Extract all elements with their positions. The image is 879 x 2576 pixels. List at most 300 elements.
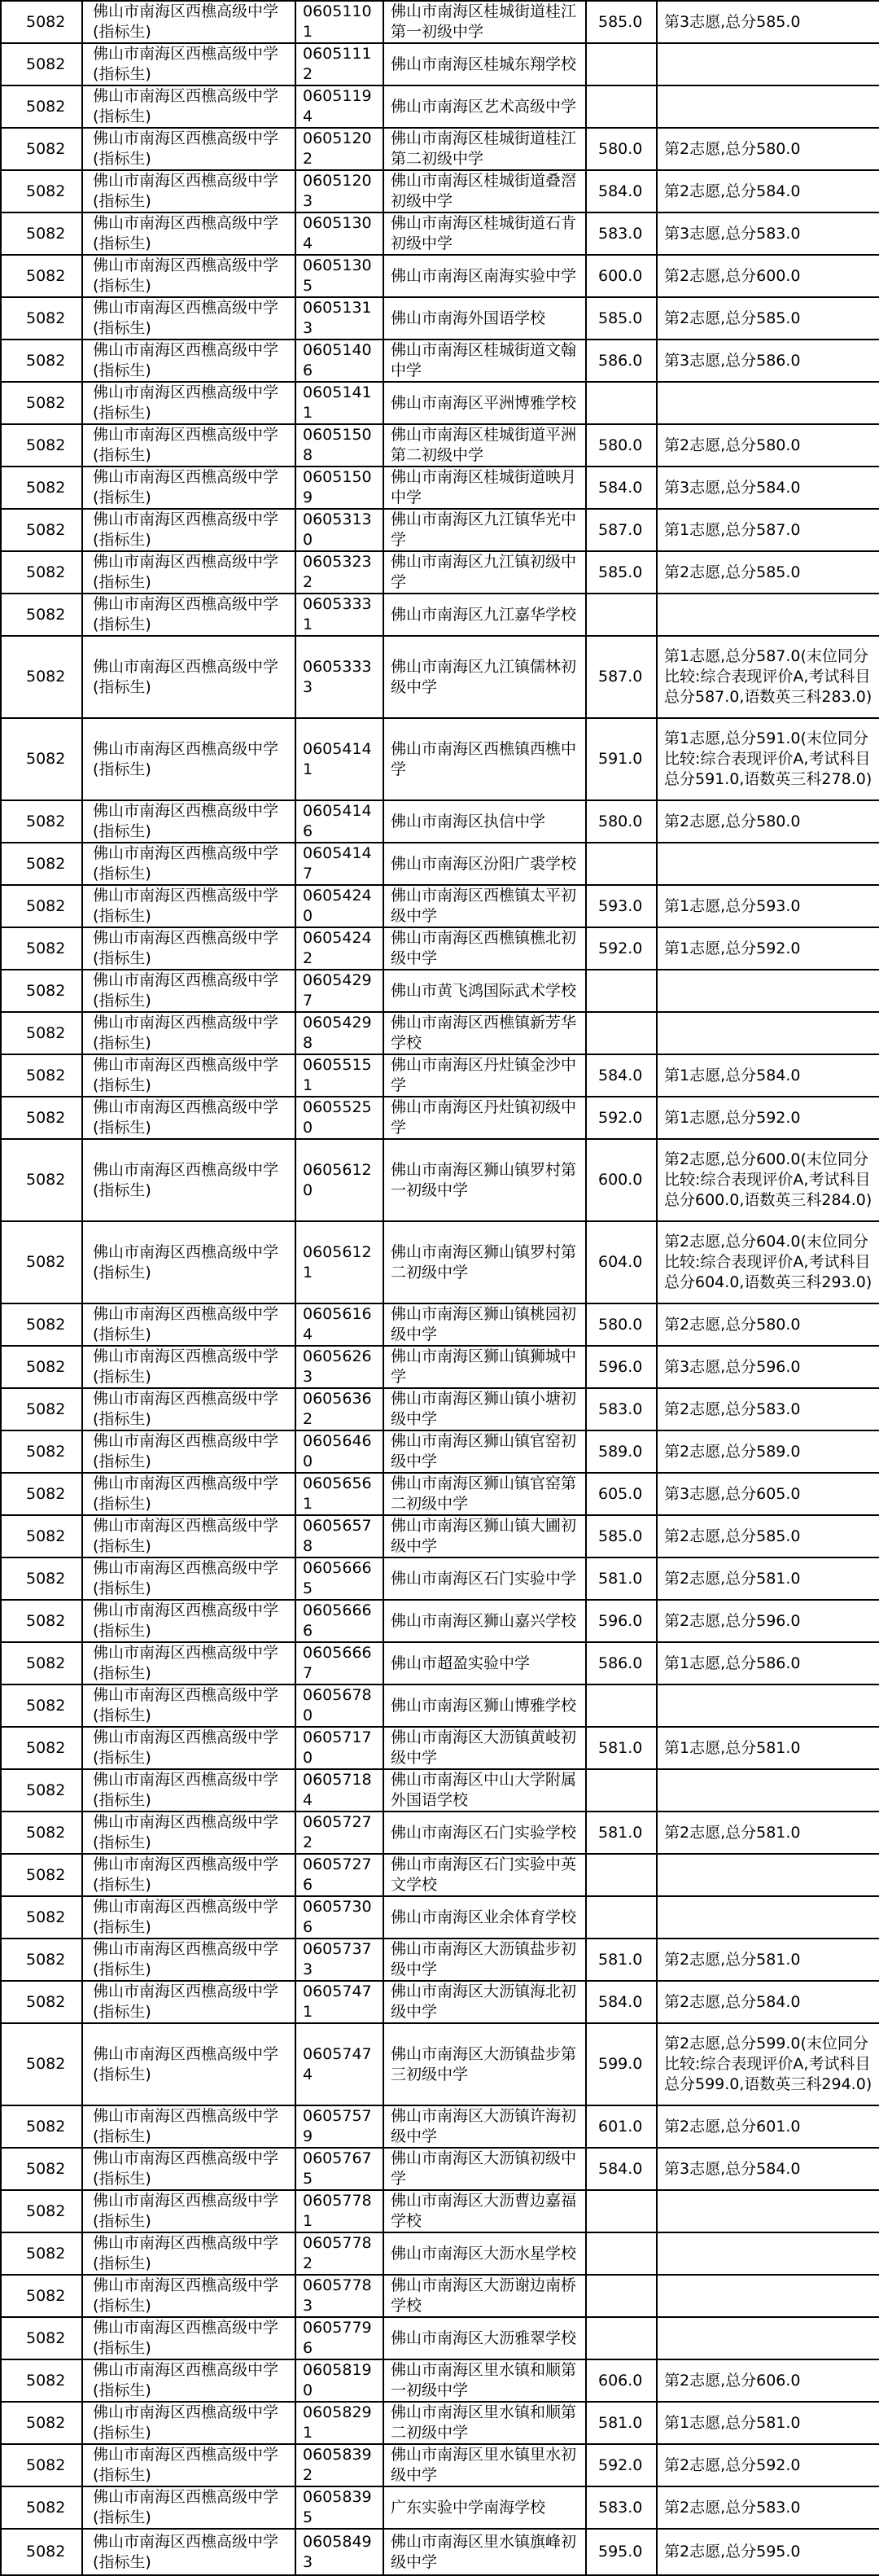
admission-note-cell: 第2志愿,总分583.0: [657, 1388, 879, 1430]
junior-school-code-cell: 06053331: [295, 594, 383, 636]
junior-school-name-cell: 佛山市黄飞鸿国际武术学校: [383, 970, 586, 1012]
junior-school-code-cell: 06057306: [295, 1896, 383, 1939]
min-score-cell: 592.0: [586, 1097, 657, 1139]
junior-school-code-cell: 06057782: [295, 2232, 383, 2275]
high-school-name-cell: 佛山市南海区西樵高级中学(指标生): [82, 212, 295, 255]
junior-school-name-cell: 佛山市南海区狮山镇官窑初级中学: [383, 1430, 586, 1473]
min-score-cell: [586, 43, 657, 85]
table-row: [1, 2275, 879, 2317]
high-school-name-cell: 佛山市南海区西樵高级中学(指标生): [82, 2190, 295, 2232]
junior-school-name-cell: 佛山市南海区石门实验学校: [383, 1812, 586, 1854]
high-school-name-cell: 佛山市南海区西樵高级中学(指标生): [82, 85, 295, 128]
junior-school-name-cell: 佛山市南海区九江嘉华学校: [383, 594, 586, 636]
junior-school-name-cell: 佛山市超盈实验中学: [383, 1642, 586, 1684]
junior-school-name-cell: 佛山市南海区丹灶镇金沙中学: [383, 1054, 586, 1097]
high-school-name-cell: 佛山市南海区西樵高级中学(指标生): [82, 1388, 295, 1430]
batch-code-cell: 5082: [1, 1430, 82, 1473]
admission-table-body: [1, 1, 879, 2575]
admission-note-cell: 第2志愿,总分600.0: [657, 255, 879, 297]
table-row: [1, 2486, 879, 2529]
table-row: [1, 970, 879, 1012]
junior-school-name-cell: 佛山市南海区西樵镇西樵中学: [383, 718, 586, 800]
batch-code-cell: 5082: [1, 1600, 82, 1642]
table-row: [1, 1012, 879, 1054]
high-school-name-cell: 佛山市南海区西樵高级中学(指标生): [82, 1097, 295, 1139]
junior-school-name-cell: 佛山市南海区大沥镇许海初级中学: [383, 2105, 586, 2148]
table-row: [1, 1896, 879, 1939]
junior-school-code-cell: 06058392: [295, 2444, 383, 2486]
table-row: [1, 718, 879, 800]
min-score-cell: [586, 2232, 657, 2275]
batch-code-cell: 5082: [1, 340, 82, 382]
table-row: [1, 594, 879, 636]
high-school-name-cell: 佛山市南海区西樵高级中学(指标生): [82, 1981, 295, 2023]
table-row: [1, 2023, 879, 2105]
batch-code-cell: 5082: [1, 1, 82, 43]
junior-school-code-cell: 06056121: [295, 1221, 383, 1303]
min-score-cell: [586, 2317, 657, 2359]
table-row: [1, 170, 879, 212]
junior-school-code-cell: 06051101: [295, 1, 383, 43]
high-school-name-cell: 佛山市南海区西樵高级中学(指标生): [82, 1139, 295, 1221]
min-score-cell: 581.0: [586, 1812, 657, 1854]
high-school-name-cell: 佛山市南海区西樵高级中学(指标生): [82, 1812, 295, 1854]
high-school-name-cell: 佛山市南海区西樵高级中学(指标生): [82, 2105, 295, 2148]
junior-school-name-cell: 佛山市南海区九江镇初级中学: [383, 551, 586, 594]
min-score-cell: 584.0: [586, 2148, 657, 2190]
junior-school-code-cell: 06051305: [295, 255, 383, 297]
min-score-cell: 596.0: [586, 1346, 657, 1388]
high-school-name-cell: 佛山市南海区西樵高级中学(指标生): [82, 1769, 295, 1812]
batch-code-cell: 5082: [1, 1097, 82, 1139]
batch-code-cell: 5082: [1, 1854, 82, 1896]
batch-code-cell: 5082: [1, 1812, 82, 1854]
batch-code-cell: 5082: [1, 1896, 82, 1939]
min-score-cell: 583.0: [586, 212, 657, 255]
min-score-cell: 581.0: [586, 1557, 657, 1600]
junior-school-name-cell: 佛山市南海区狮山镇小塘初级中学: [383, 1388, 586, 1430]
junior-school-name-cell: 佛山市南海区桂城街道石肯初级中学: [383, 212, 586, 255]
junior-school-code-cell: 06053130: [295, 509, 383, 551]
batch-code-cell: 5082: [1, 1303, 82, 1346]
min-score-cell: [586, 594, 657, 636]
admission-note-cell: 第2志愿,总分581.0: [657, 1812, 879, 1854]
high-school-name-cell: 佛山市南海区西樵高级中学(指标生): [82, 1473, 295, 1515]
table-row: [1, 1939, 879, 1981]
high-school-name-cell: 佛山市南海区西樵高级中学(指标生): [82, 382, 295, 424]
table-row: [1, 1600, 879, 1642]
high-school-name-cell: 佛山市南海区西樵高级中学(指标生): [82, 885, 295, 927]
high-school-name-cell: 佛山市南海区西樵高级中学(指标生): [82, 2402, 295, 2444]
junior-school-code-cell: 06055250: [295, 1097, 383, 1139]
admission-note-cell: 第1志愿,总分581.0: [657, 1727, 879, 1769]
junior-school-name-cell: 佛山市南海区桂城东翔学校: [383, 43, 586, 85]
min-score-cell: 587.0: [586, 636, 657, 718]
batch-code-cell: 5082: [1, 128, 82, 170]
min-score-cell: [586, 1896, 657, 1939]
table-row: [1, 1473, 879, 1515]
min-score-cell: 592.0: [586, 927, 657, 970]
admission-note-cell: [657, 970, 879, 1012]
admission-note-cell: 第2志愿,总分589.0: [657, 1430, 879, 1473]
min-score-cell: 606.0: [586, 2359, 657, 2402]
batch-code-cell: 5082: [1, 2232, 82, 2275]
junior-school-code-cell: 06055151: [295, 1054, 383, 1097]
table-row: [1, 2529, 879, 2575]
batch-code-cell: 5082: [1, 1346, 82, 1388]
batch-code-cell: 5082: [1, 1557, 82, 1600]
min-score-cell: 583.0: [586, 2486, 657, 2529]
batch-code-cell: 5082: [1, 212, 82, 255]
junior-school-name-cell: 佛山市南海区狮山博雅学校: [383, 1684, 586, 1727]
junior-school-code-cell: 06051313: [295, 297, 383, 340]
junior-school-name-cell: 佛山市南海区中山大学附属外国语学校: [383, 1769, 586, 1812]
high-school-name-cell: 佛山市南海区西樵高级中学(指标生): [82, 2444, 295, 2486]
admission-note-cell: 第2志愿,总分601.0: [657, 2105, 879, 2148]
table-row: [1, 2444, 879, 2486]
junior-school-name-cell: 广东实验中学南海学校: [383, 2486, 586, 2529]
high-school-name-cell: 佛山市南海区西樵高级中学(指标生): [82, 1, 295, 43]
junior-school-name-cell: 佛山市南海区大沥曹边嘉福学校: [383, 2190, 586, 2232]
batch-code-cell: 5082: [1, 594, 82, 636]
batch-code-cell: 5082: [1, 1684, 82, 1727]
admission-note-cell: [657, 43, 879, 85]
table-row: [1, 1515, 879, 1557]
min-score-cell: 580.0: [586, 128, 657, 170]
admission-note-cell: 第2志愿,总分581.0: [657, 1557, 879, 1600]
admission-note-cell: 第2志愿,总分584.0: [657, 1981, 879, 2023]
high-school-name-cell: 佛山市南海区西樵高级中学(指标生): [82, 800, 295, 843]
junior-school-code-cell: 06057276: [295, 1854, 383, 1896]
admission-note-cell: [657, 1684, 879, 1727]
high-school-name-cell: 佛山市南海区西樵高级中学(指标生): [82, 1684, 295, 1727]
high-school-name-cell: 佛山市南海区西樵高级中学(指标生): [82, 2148, 295, 2190]
junior-school-code-cell: 06054242: [295, 927, 383, 970]
junior-school-name-cell: 佛山市南海区里水镇和顺第一初级中学: [383, 2359, 586, 2402]
junior-school-name-cell: 佛山市南海区桂城街道桂江第一初级中学: [383, 1, 586, 43]
high-school-name-cell: 佛山市南海区西樵高级中学(指标生): [82, 2359, 295, 2402]
junior-school-name-cell: 佛山市南海区丹灶镇初级中学: [383, 1097, 586, 1139]
batch-code-cell: 5082: [1, 927, 82, 970]
table-row: [1, 2359, 879, 2402]
min-score-cell: 586.0: [586, 1642, 657, 1684]
high-school-name-cell: 佛山市南海区西樵高级中学(指标生): [82, 1896, 295, 1939]
batch-code-cell: 5082: [1, 1642, 82, 1684]
min-score-cell: 595.0: [586, 2529, 657, 2575]
junior-school-code-cell: 06056780: [295, 1684, 383, 1727]
admission-note-cell: 第2志愿,总分596.0: [657, 1600, 879, 1642]
junior-school-name-cell: 佛山市南海外国语学校: [383, 297, 586, 340]
admission-note-cell: 第1志愿,总分584.0: [657, 1054, 879, 1097]
junior-school-code-cell: 06056164: [295, 1303, 383, 1346]
table-row: [1, 1727, 879, 1769]
high-school-name-cell: 佛山市南海区西樵高级中学(指标生): [82, 128, 295, 170]
admission-note-cell: [657, 594, 879, 636]
min-score-cell: 583.0: [586, 1388, 657, 1430]
batch-code-cell: 5082: [1, 2148, 82, 2190]
junior-school-code-cell: 06056665: [295, 1557, 383, 1600]
junior-school-code-cell: 06051509: [295, 467, 383, 509]
table-row: [1, 1430, 879, 1473]
admission-note-cell: 第3志愿,总分586.0: [657, 340, 879, 382]
admission-note-cell: 第2志愿,总分580.0: [657, 424, 879, 467]
high-school-name-cell: 佛山市南海区西樵高级中学(指标生): [82, 2486, 295, 2529]
admission-note-cell: 第2志愿,总分581.0: [657, 1939, 879, 1981]
high-school-name-cell: 佛山市南海区西樵高级中学(指标生): [82, 1854, 295, 1896]
junior-school-name-cell: 佛山市南海区里水镇旗峰初级中学: [383, 2529, 586, 2575]
table-row: [1, 467, 879, 509]
junior-school-name-cell: 佛山市南海区九江镇儒林初级中学: [383, 636, 586, 718]
batch-code-cell: 5082: [1, 255, 82, 297]
admission-note-cell: [657, 2232, 879, 2275]
min-score-cell: 580.0: [586, 800, 657, 843]
junior-school-code-cell: 06057184: [295, 1769, 383, 1812]
min-score-cell: 605.0: [586, 1473, 657, 1515]
admission-note-cell: 第2志愿,总分585.0: [657, 551, 879, 594]
junior-school-code-cell: 06051194: [295, 85, 383, 128]
junior-school-name-cell: 佛山市南海区九江镇华光中学: [383, 509, 586, 551]
min-score-cell: 580.0: [586, 424, 657, 467]
admission-note-cell: [657, 843, 879, 885]
batch-code-cell: 5082: [1, 970, 82, 1012]
junior-school-code-cell: 06058395: [295, 2486, 383, 2529]
batch-code-cell: 5082: [1, 509, 82, 551]
high-school-name-cell: 佛山市南海区西樵高级中学(指标生): [82, 927, 295, 970]
junior-school-name-cell: 佛山市南海区狮山镇大圃初级中学: [383, 1515, 586, 1557]
batch-code-cell: 5082: [1, 636, 82, 718]
junior-school-name-cell: 佛山市南海区平洲博雅学校: [383, 382, 586, 424]
table-row: [1, 1139, 879, 1221]
min-score-cell: [586, 85, 657, 128]
admission-note-cell: [657, 1012, 879, 1054]
admission-note-cell: [657, 2190, 879, 2232]
junior-school-code-cell: 06056578: [295, 1515, 383, 1557]
batch-code-cell: 5082: [1, 718, 82, 800]
admission-note-cell: 第1志愿,总分591.0(末位同分比较:综合表现评价A,考试科目总分591.0,语数英三科278.0): [657, 718, 879, 800]
admission-note-cell: 第2志愿,总分604.0(末位同分比较:综合表现评价A,考试科目总分604.0,语数英三科293.0): [657, 1221, 879, 1303]
junior-school-code-cell: 06056667: [295, 1642, 383, 1684]
table-row: [1, 551, 879, 594]
min-score-cell: 587.0: [586, 509, 657, 551]
junior-school-code-cell: 06057579: [295, 2105, 383, 2148]
min-score-cell: 586.0: [586, 340, 657, 382]
batch-code-cell: 5082: [1, 2023, 82, 2105]
admission-note-cell: 第2志愿,总分580.0: [657, 800, 879, 843]
batch-code-cell: 5082: [1, 1769, 82, 1812]
min-score-cell: 585.0: [586, 551, 657, 594]
admission-note-cell: 第1志愿,总分587.0(末位同分比较:综合表现评价A,考试科目总分587.0,语数英三科283.0): [657, 636, 879, 718]
batch-code-cell: 5082: [1, 2317, 82, 2359]
junior-school-code-cell: 06056666: [295, 1600, 383, 1642]
table-row: [1, 927, 879, 970]
batch-code-cell: 5082: [1, 2444, 82, 2486]
min-score-cell: 596.0: [586, 1600, 657, 1642]
table-row: [1, 1642, 879, 1684]
min-score-cell: 585.0: [586, 1515, 657, 1557]
junior-school-code-cell: 06058291: [295, 2402, 383, 2444]
min-score-cell: 600.0: [586, 255, 657, 297]
batch-code-cell: 5082: [1, 2105, 82, 2148]
admission-note-cell: 第3志愿,总分584.0: [657, 2148, 879, 2190]
high-school-name-cell: 佛山市南海区西樵高级中学(指标生): [82, 843, 295, 885]
min-score-cell: 584.0: [586, 1054, 657, 1097]
table-row: [1, 1981, 879, 2023]
high-school-name-cell: 佛山市南海区西樵高级中学(指标生): [82, 1600, 295, 1642]
table-row: [1, 2148, 879, 2190]
batch-code-cell: 5082: [1, 1221, 82, 1303]
high-school-name-cell: 佛山市南海区西樵高级中学(指标生): [82, 2232, 295, 2275]
min-score-cell: 585.0: [586, 1, 657, 43]
junior-school-code-cell: 06051304: [295, 212, 383, 255]
high-school-name-cell: 佛山市南海区西樵高级中学(指标生): [82, 2317, 295, 2359]
junior-school-name-cell: 佛山市南海区狮山镇罗村第一初级中学: [383, 1139, 586, 1221]
min-score-cell: [586, 1012, 657, 1054]
batch-code-cell: 5082: [1, 2275, 82, 2317]
batch-code-cell: 5082: [1, 2359, 82, 2402]
high-school-name-cell: 佛山市南海区西樵高级中学(指标生): [82, 170, 295, 212]
admission-note-cell: [657, 1854, 879, 1896]
batch-code-cell: 5082: [1, 2486, 82, 2529]
high-school-name-cell: 佛山市南海区西樵高级中学(指标生): [82, 43, 295, 85]
table-row: [1, 1812, 879, 1854]
junior-school-name-cell: 佛山市南海区大沥镇海北初级中学: [383, 1981, 586, 2023]
junior-school-code-cell: 06051411: [295, 382, 383, 424]
junior-school-code-cell: 06056263: [295, 1346, 383, 1388]
table-row: [1, 1388, 879, 1430]
high-school-name-cell: 佛山市南海区西樵高级中学(指标生): [82, 2275, 295, 2317]
high-school-name-cell: 佛山市南海区西樵高级中学(指标生): [82, 1221, 295, 1303]
min-score-cell: 599.0: [586, 2023, 657, 2105]
table-row: [1, 636, 879, 718]
table-row: [1, 1303, 879, 1346]
junior-school-code-cell: 06057471: [295, 1981, 383, 2023]
batch-code-cell: 5082: [1, 1054, 82, 1097]
table-row: [1, 340, 879, 382]
admission-note-cell: [657, 1769, 879, 1812]
admission-note-cell: 第1志愿,总分592.0: [657, 1097, 879, 1139]
min-score-cell: 601.0: [586, 2105, 657, 2148]
junior-school-code-cell: 06053333: [295, 636, 383, 718]
high-school-name-cell: 佛山市南海区西樵高级中学(指标生): [82, 1515, 295, 1557]
table-row: [1, 1769, 879, 1812]
junior-school-name-cell: 佛山市南海区狮山镇狮城中学: [383, 1346, 586, 1388]
junior-school-name-cell: 佛山市南海区狮山镇罗村第二初级中学: [383, 1221, 586, 1303]
batch-code-cell: 5082: [1, 467, 82, 509]
high-school-name-cell: 佛山市南海区西樵高级中学(指标生): [82, 1303, 295, 1346]
junior-school-name-cell: 佛山市南海区大沥镇盐步初级中学: [383, 1939, 586, 1981]
high-school-name-cell: 佛山市南海区西樵高级中学(指标生): [82, 636, 295, 718]
high-school-name-cell: 佛山市南海区西樵高级中学(指标生): [82, 255, 295, 297]
min-score-cell: [586, 1854, 657, 1896]
batch-code-cell: 5082: [1, 843, 82, 885]
junior-school-code-cell: 06057675: [295, 2148, 383, 2190]
table-row: [1, 382, 879, 424]
junior-school-code-cell: 06056561: [295, 1473, 383, 1515]
admission-note-cell: [657, 2275, 879, 2317]
table-row: [1, 2232, 879, 2275]
table-row: [1, 85, 879, 128]
min-score-cell: [586, 2275, 657, 2317]
batch-code-cell: 5082: [1, 382, 82, 424]
batch-code-cell: 5082: [1, 2190, 82, 2232]
junior-school-name-cell: 佛山市南海区石门实验中英文学校: [383, 1854, 586, 1896]
table-row: [1, 509, 879, 551]
junior-school-code-cell: 06051112: [295, 43, 383, 85]
high-school-name-cell: 佛山市南海区西樵高级中学(指标生): [82, 297, 295, 340]
junior-school-name-cell: 佛山市南海区石门实验中学: [383, 1557, 586, 1600]
junior-school-code-cell: 06057781: [295, 2190, 383, 2232]
min-score-cell: 585.0: [586, 297, 657, 340]
junior-school-code-cell: 06051508: [295, 424, 383, 467]
table-row: [1, 255, 879, 297]
high-school-name-cell: 佛山市南海区西樵高级中学(指标生): [82, 1727, 295, 1769]
table-row: [1, 212, 879, 255]
junior-school-code-cell: 06051406: [295, 340, 383, 382]
junior-school-name-cell: 佛山市南海区大沥镇初级中学: [383, 2148, 586, 2190]
high-school-name-cell: 佛山市南海区西樵高级中学(指标生): [82, 1557, 295, 1600]
min-score-cell: 584.0: [586, 1981, 657, 2023]
high-school-name-cell: 佛山市南海区西樵高级中学(指标生): [82, 970, 295, 1012]
table-row: [1, 1221, 879, 1303]
min-score-cell: 593.0: [586, 885, 657, 927]
batch-code-cell: 5082: [1, 1139, 82, 1221]
table-row: [1, 2402, 879, 2444]
batch-code-cell: 5082: [1, 85, 82, 128]
junior-school-code-cell: 06053232: [295, 551, 383, 594]
batch-code-cell: 5082: [1, 1012, 82, 1054]
junior-school-name-cell: 佛山市南海区桂城街道平洲第二初级中学: [383, 424, 586, 467]
admission-note-cell: 第2志愿,总分592.0: [657, 2444, 879, 2486]
admission-note-cell: 第1志愿,总分581.0: [657, 2402, 879, 2444]
junior-school-code-cell: 06051202: [295, 128, 383, 170]
batch-code-cell: 5082: [1, 170, 82, 212]
admission-note-cell: [657, 85, 879, 128]
junior-school-name-cell: 佛山市南海区大沥雅翠学校: [383, 2317, 586, 2359]
batch-code-cell: 5082: [1, 1388, 82, 1430]
junior-school-code-cell: 06057783: [295, 2275, 383, 2317]
junior-school-code-cell: 06057474: [295, 2023, 383, 2105]
junior-school-code-cell: 06051203: [295, 170, 383, 212]
junior-school-name-cell: 佛山市南海区里水镇和顺第二初级中学: [383, 2402, 586, 2444]
batch-code-cell: 5082: [1, 1939, 82, 1981]
admission-note-cell: 第1志愿,总分592.0: [657, 927, 879, 970]
junior-school-code-cell: 06057373: [295, 1939, 383, 1981]
junior-school-name-cell: 佛山市南海区汾阳广裘学校: [383, 843, 586, 885]
table-row: [1, 1854, 879, 1896]
high-school-name-cell: 佛山市南海区西樵高级中学(指标生): [82, 424, 295, 467]
admission-note-cell: 第2志愿,总分585.0: [657, 1515, 879, 1557]
junior-school-code-cell: 06054240: [295, 885, 383, 927]
admission-note-cell: 第3志愿,总分584.0: [657, 467, 879, 509]
table-row: [1, 1346, 879, 1388]
junior-school-code-cell: 06054147: [295, 843, 383, 885]
junior-school-name-cell: 佛山市南海区里水镇里水初级中学: [383, 2444, 586, 2486]
junior-school-name-cell: 佛山市南海区狮山镇桃园初级中学: [383, 1303, 586, 1346]
admission-note-cell: 第1志愿,总分593.0: [657, 885, 879, 927]
junior-school-name-cell: 佛山市南海区大沥镇盐步第三初级中学: [383, 2023, 586, 2105]
junior-school-name-cell: 佛山市南海区桂城街道映月中学: [383, 467, 586, 509]
min-score-cell: [586, 1769, 657, 1812]
table-row: [1, 128, 879, 170]
min-score-cell: [586, 1684, 657, 1727]
junior-school-code-cell: 06058493: [295, 2529, 383, 2575]
admission-note-cell: [657, 382, 879, 424]
high-school-name-cell: 佛山市南海区西樵高级中学(指标生): [82, 718, 295, 800]
high-school-name-cell: 佛山市南海区西樵高级中学(指标生): [82, 551, 295, 594]
min-score-cell: 584.0: [586, 467, 657, 509]
min-score-cell: 589.0: [586, 1430, 657, 1473]
junior-school-name-cell: 佛山市南海区大沥镇黄岐初级中学: [383, 1727, 586, 1769]
